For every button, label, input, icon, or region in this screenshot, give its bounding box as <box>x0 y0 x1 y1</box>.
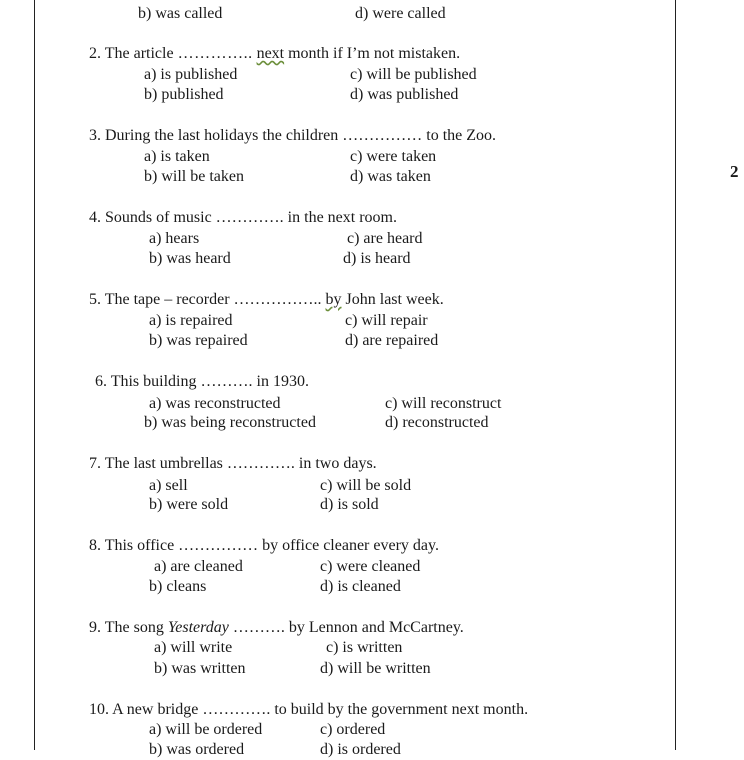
q4-stem: 4. Sounds of music …………. in the next room. <box>89 209 397 226</box>
q5-stem-start: 5. The tape – recorder …………….. <box>89 291 322 308</box>
right-border-line <box>675 0 676 750</box>
q9-stem-end: ………. by Lennon and McCartney. <box>228 619 464 636</box>
q7-option-a: a) sell <box>149 477 188 494</box>
q9-option-d: d) will be written <box>320 660 431 677</box>
q8-stem: 8. This office …………… by office cleaner every day. <box>89 537 439 554</box>
q2-stem-end: month if I’m not mistaken. <box>284 45 461 62</box>
q7-option-d: d) is sold <box>320 496 379 513</box>
q3-option-d: d) was taken <box>350 168 431 185</box>
q9-stem <box>89 618 464 638</box>
q5-option-a: a) is repaired <box>149 312 233 329</box>
q8-option-b: b) cleans <box>149 578 207 595</box>
q8-option-a: a) are cleaned <box>154 558 243 575</box>
q9-option-b: b) was written <box>154 660 246 677</box>
q2-blank: ………….. <box>177 45 253 62</box>
q7-option-c: c) will be sold <box>320 477 412 494</box>
q4-option-d: d) is heard <box>343 250 411 267</box>
q10-option-a: a) will be ordered <box>149 721 263 738</box>
q2-wavy-word: next <box>256 45 285 62</box>
q2-option-a: a) is published <box>144 66 238 83</box>
q2-option-c: c) will be published <box>350 66 477 83</box>
q7-option-b: b) were sold <box>149 496 229 513</box>
q5-stem <box>89 290 444 310</box>
q4-option-a: a) hears <box>149 230 200 247</box>
q8-option-d: d) is cleaned <box>320 578 401 595</box>
q1-option-b: b) was called <box>138 5 223 22</box>
q10-option-d: d) is ordered <box>320 741 401 758</box>
q7-stem: 7. The last umbrellas …………. in two days. <box>89 455 377 472</box>
q9-option-c: c) is written <box>326 639 403 656</box>
q3-stem: 3. During the last holidays the children …………… to the Zoo. <box>89 127 497 144</box>
q9-song-title: Yesterday <box>167 619 229 636</box>
q8-option-c: c) were cleaned <box>320 558 421 575</box>
q2-stem <box>89 44 460 64</box>
q4-option-b: b) was heard <box>149 250 231 267</box>
q1-option-d: d) were called <box>355 5 446 22</box>
q6-stem: 6. This building ………. in 1930. <box>95 373 309 390</box>
q4-option-c: c) are heard <box>347 230 423 247</box>
q6-option-b: b) was being reconstructed <box>144 414 316 431</box>
q6-option-d: d) reconstructed <box>385 414 489 431</box>
q3-option-a: a) is taken <box>144 148 210 165</box>
q5-wavy-word: by <box>325 291 342 308</box>
q6-option-c: c) will reconstruct <box>385 395 502 412</box>
q10-option-b: b) was ordered <box>149 741 245 758</box>
q5-stem-end: John last week. <box>341 291 444 308</box>
q3-option-b: b) will be taken <box>144 168 244 185</box>
q5-option-c: c) will repair <box>345 312 428 329</box>
q3-option-c: c) were taken <box>350 148 437 165</box>
left-border-line <box>34 0 35 750</box>
q10-option-c: c) ordered <box>320 721 386 738</box>
q5-option-d: d) are repaired <box>345 332 439 349</box>
q2-stem-start: 2. The article <box>89 45 174 62</box>
score-mark: 2 <box>730 162 739 181</box>
q10-stem: 10. A new bridge …………. to build by the government next month. <box>89 701 529 718</box>
q5-option-b: b) was repaired <box>149 332 248 349</box>
q9-option-a: a) will write <box>154 639 233 656</box>
q2-option-b: b) published <box>144 86 224 103</box>
q6-option-a: a) was reconstructed <box>149 395 281 412</box>
q9-stem-start: 9. The song <box>89 619 168 636</box>
q2-option-d: d) was published <box>350 86 459 103</box>
